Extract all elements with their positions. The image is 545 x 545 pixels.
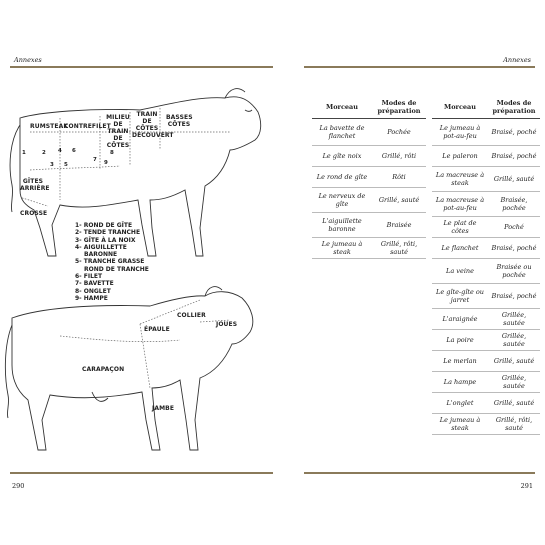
cut-label-collier: COLLIER [177, 312, 206, 319]
column-header: Modes de préparation [488, 96, 540, 119]
cut-label-crosse: CROSSE [20, 210, 48, 217]
table-cell: Le paleron [432, 146, 488, 167]
legend-item: 5- TRANCHE GRASSE [75, 258, 145, 266]
table-row [312, 146, 426, 167]
table-header-row [312, 96, 426, 119]
table-cell: L'araignée [432, 309, 488, 330]
table-row [432, 351, 540, 372]
table-row [432, 309, 540, 330]
legend-item: ROND DE TRANCHE [84, 265, 149, 273]
table-cell: Braisée [372, 213, 426, 238]
cut-number-8: 8 [110, 150, 114, 156]
table-row [432, 372, 540, 393]
table-cell: Grillé, sauté [488, 167, 540, 192]
legend-item: 4- AIGUILLETTE [75, 243, 127, 251]
table-row [432, 414, 540, 435]
table-cell: Braisé, poché [488, 146, 540, 167]
table-cell: Braisée ou pochée [488, 259, 540, 284]
legend-item: 1- ROND DE GÎTE [75, 222, 133, 229]
cut-label-train-de-cotes-decouvert: TRAIN DE CÔTES DÉCOUVERT [132, 111, 174, 139]
legend-item: 6- FILET [75, 273, 103, 281]
table-row [432, 192, 540, 217]
table-cell: Poché [488, 217, 540, 238]
cut-label-basses-cotes: BASSES CÔTES [166, 114, 193, 128]
table-cell: Rôti [372, 167, 426, 188]
cut-label-carapacon: CARAPAÇON [82, 366, 125, 373]
running-header-left: Annexes [14, 56, 42, 64]
table-row [432, 284, 540, 309]
cut-label-milieu-de-train-de-cotes: MILIEU DE TRAIN DE CÔTES [106, 114, 130, 149]
table-row [432, 259, 540, 284]
table-row [432, 217, 540, 238]
table-row [312, 167, 426, 188]
table-row [432, 146, 540, 167]
table-cell: Braisé, poché [488, 238, 540, 259]
cut-label-rumsteak: RUMSTEAK [30, 123, 69, 130]
table-cell: Braisé, poché [488, 284, 540, 309]
table-cell: Grillé, rôti, sauté [372, 238, 426, 259]
table-cell: Le jumeau à steak [432, 414, 488, 435]
legend-item: 2- TENDE TRANCHE [75, 229, 141, 237]
table-cell: L'onglet [432, 393, 488, 414]
legend-item: 9- HAMPE [75, 294, 108, 302]
table-row [432, 393, 540, 414]
cut-number-4: 4 [58, 148, 62, 154]
table-cell: Braisée, pochée [488, 192, 540, 217]
table-cell: L'aiguillette baronne [312, 213, 372, 238]
table-cell: Grillé, sauté [372, 188, 426, 213]
running-header-right: Annexes [503, 56, 531, 64]
table-cell: La hampe [432, 372, 488, 393]
table-cell: Grillé, rôti [372, 146, 426, 167]
cut-label-jambe: JAMBE [152, 405, 175, 412]
page-number-right: 291 [520, 482, 533, 490]
cut-number-3: 3 [50, 162, 54, 168]
table-cell: Le gîte-gîte ou jarret [432, 284, 488, 309]
cut-number-5: 5 [64, 162, 68, 168]
table-cell: Pochée [372, 119, 426, 146]
table-cell: Grillée, sautée [488, 309, 540, 330]
table-row [312, 213, 426, 238]
table-cell: La veine [432, 259, 488, 284]
table-row [312, 238, 426, 259]
cut-label-gites-arriere: GÎTES ARRIÈRE [20, 178, 50, 192]
table-cell: Grillé, sauté [488, 351, 540, 372]
cut-label-joues: JOUES [216, 321, 238, 328]
cut-label-contrefilet: CONTREFILET [64, 123, 111, 130]
table-cell: Le gîte noix [312, 146, 372, 167]
table-cell: Grillé, sauté [488, 393, 540, 414]
footer-rule-right [304, 472, 535, 474]
table-header-row [432, 96, 540, 119]
table-cell: Le jumeau à steak [312, 238, 372, 259]
page-number-left: 290 [12, 482, 25, 490]
cut-number-2: 2 [42, 150, 46, 156]
table-cell: La bavette de flanchet [312, 119, 372, 146]
cut-legend [75, 222, 149, 302]
table-row [432, 167, 540, 192]
cut-number-1: 1 [22, 150, 26, 156]
cut-number-7: 7 [93, 157, 97, 163]
cut-number-6: 6 [72, 148, 76, 154]
table-cell: Le jumeau à pot-au-feu [432, 119, 488, 146]
table-cell: Braisé, poché [488, 119, 540, 146]
bottom-cow-illustration [5, 287, 252, 450]
column-header: Morceau [312, 96, 372, 119]
table-cell: Le flanchet [432, 238, 488, 259]
table-cell: Le merlan [432, 351, 488, 372]
table-row [432, 119, 540, 146]
table-cell: Le plat de côtes [432, 217, 488, 238]
preparation-table-right [432, 96, 540, 435]
legend-item: BARONNE [84, 251, 118, 259]
table-cell: Le rond de gîte [312, 167, 372, 188]
table-cell: La poire [432, 330, 488, 351]
footer-rule-left [10, 472, 273, 474]
table-cell: Grillée, sautée [488, 330, 540, 351]
column-header: Morceau [432, 96, 488, 119]
table-cell: Le nerveux de gîte [312, 188, 372, 213]
table-row [432, 238, 540, 259]
table-row [312, 119, 426, 146]
table-cell: La macreuse à steak [432, 167, 488, 192]
table-cell: Grillée, sautée [488, 372, 540, 393]
legend-item: 7- BAVETTE [75, 280, 114, 288]
cut-number-9: 9 [104, 160, 108, 166]
column-header: Modes de préparation [372, 96, 426, 119]
legend-item: 8- ONGLET [75, 287, 111, 295]
table-cell: Grillé, rôti, sauté [488, 414, 540, 435]
table-row [432, 330, 540, 351]
table-cell: La macreuse à pot-au-feu [432, 192, 488, 217]
legend-item: 3- GÎTE À LA NOIX [75, 236, 136, 244]
table-row [312, 188, 426, 213]
cut-label-epaule: ÉPAULE [144, 326, 170, 333]
preparation-table-left [312, 96, 426, 259]
